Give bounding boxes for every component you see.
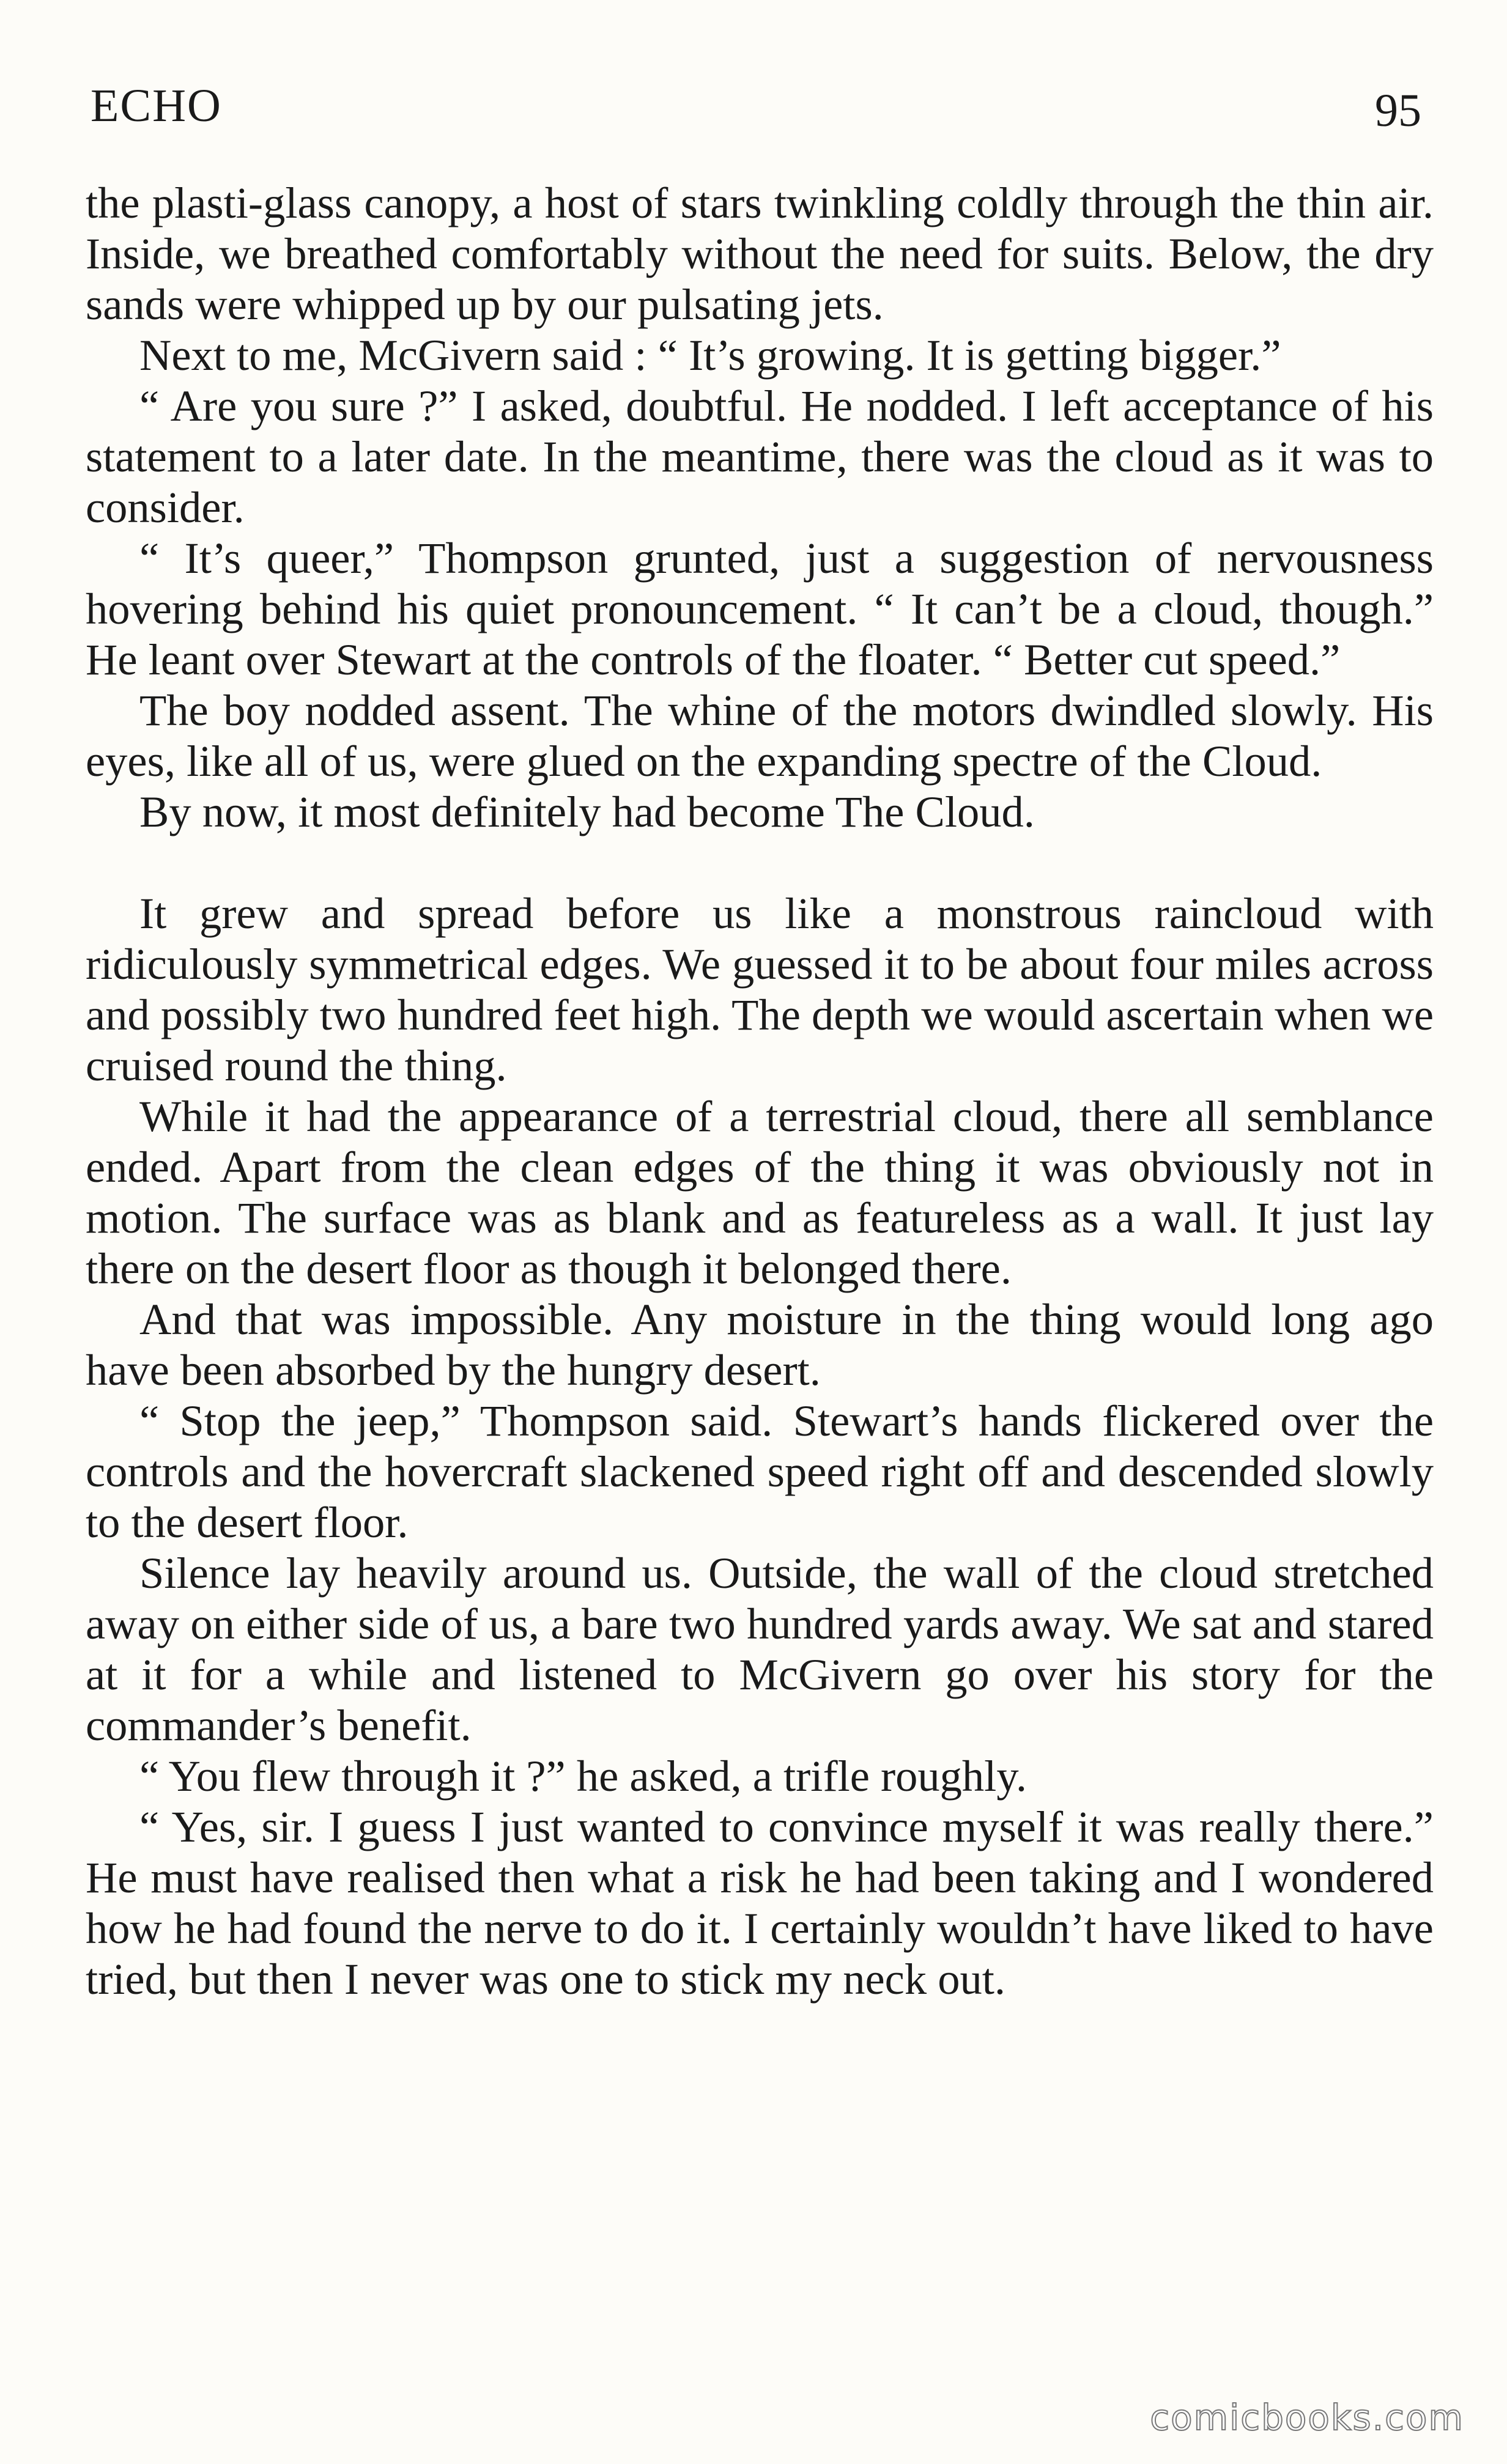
body-text <box>86 177 1434 2004</box>
paragraph: Silence lay heavily around us. Outside, the wall of the cloud stretched away on either side of us, a bare two hundred yards away. We sat and stared at it for a while and listened to McGivern go over his story for the commander’s benefit. <box>86 1548 1434 1750</box>
paragraph: “ Are you sure ?” I asked, doubtful. He nodded. I left acceptance of his statement to a later date. In the meantime, there was the cloud as it was to consider. <box>86 381 1434 532</box>
site-watermark: comicbooks.com <box>1150 2397 1464 2438</box>
paragraph: “ Yes, sir. I guess I just wanted to convince myself it was really there.” He must have realised then what a risk he had been taking and I wondered how he had found the nerve to do it. I certainly wouldn’t have liked to have tried, but then I never was one to stick my neck out. <box>86 1802 1434 2004</box>
paragraph: “ You flew through it ?” he asked, a trifle roughly. <box>139 1751 1027 1801</box>
paragraph: the plasti-glass canopy, a host of stars twinkling coldly through the thin air. Inside, we breathed comfortably without the need for suits. Below, the dry sands were whipped up by our pulsating jets. <box>86 178 1434 329</box>
paragraph: Next to me, McGivern said : “ It’s growing. It is getting bigger.” <box>139 330 1281 380</box>
paragraph: And that was impossible. Any moisture in the thing would long ago have been absorbed by the hungry desert. <box>86 1294 1434 1395</box>
page-header <box>91 79 1421 141</box>
page-number: 95 <box>1375 85 1421 136</box>
paragraph: The boy nodded assent. The whine of the motors dwindled slowly. His eyes, like all of us, were glued on the expanding spectre of the Cloud. <box>86 685 1434 786</box>
paragraph: “ Stop the jeep,” Thompson said. Stewart’s hands flickered over the controls and the hovercraft slackened speed right off and descended slowly to the desert floor. <box>86 1396 1434 1547</box>
paragraph: “ It’s queer,” Thompson grunted, just a suggestion of nervousness hovering behind his quiet pronouncement. “ It can’t be a cloud, though.” He leant over Stewart at the controls of the floater. “ Better cut speed.” <box>86 533 1434 684</box>
running-head: ECHO <box>91 80 222 131</box>
paragraph: By now, it most definitely had become The Cloud. <box>139 787 1035 836</box>
paragraph: While it had the appearance of a terrestrial cloud, there all semblance ended. Apart from the clean edges of the thing it was obviously not in motion. The surface was as blank and as featureless as a wall. It just lay there on the desert floor as though it belonged there. <box>86 1091 1434 1293</box>
paragraph: It grew and spread before us like a monstrous raincloud with ridiculously symmetrical edges. We guessed it to be about four miles across and possibly two hundred feet high. The depth we would ascertain when we cruised round the thing. <box>86 888 1434 1090</box>
